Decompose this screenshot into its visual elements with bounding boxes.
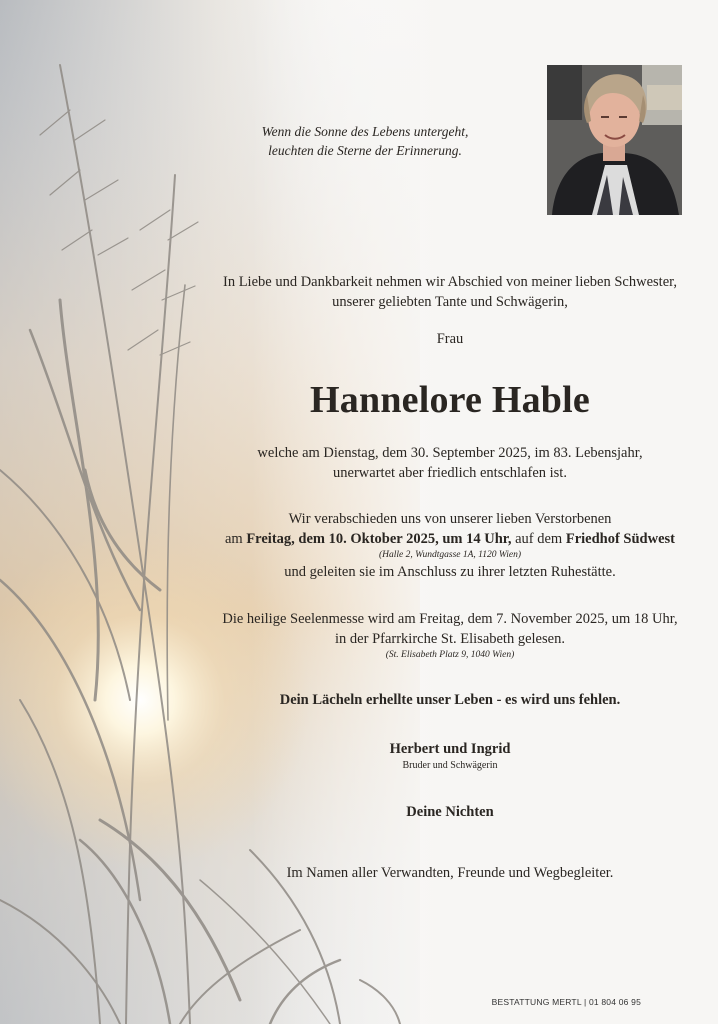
quote: Dein Lächeln erhellte unser Leben - es wird uns fehlen. bbox=[279, 692, 621, 708]
mass-address: (St. Elisabeth Platz 9, 1040 Wien) bbox=[385, 650, 515, 660]
funeral-line-1: Wir verabschieden uns von unserer lieben Verstorbenen bbox=[288, 511, 612, 527]
mourner-relation: Bruder und Schwägerin bbox=[402, 760, 498, 771]
mass-info bbox=[200, 609, 700, 662]
portrait-photo bbox=[547, 65, 682, 215]
death-notice-line-2: unerwartet aber friedlich entschlafen ist. bbox=[333, 465, 567, 481]
funeral-prefix: am bbox=[224, 531, 247, 547]
funeral-address: (Halle 2, Wundtgasse 1A, 1120 Wien) bbox=[378, 550, 522, 560]
funeral-date: Freitag, dem 10. Oktober 2025, um 14 Uhr, bbox=[246, 531, 512, 547]
funeral-line-3: und geleiten sie im Anschluss zu ihrer letzten Ruhestätte. bbox=[284, 564, 616, 580]
deceased-name: Hannelore Hable bbox=[310, 379, 590, 421]
motto-line-1: Wenn die Sonne des Lebens untergeht, bbox=[261, 124, 469, 139]
portrait-image bbox=[547, 65, 682, 215]
funeral-place: Friedhof Südwest bbox=[565, 531, 676, 547]
mourner-2: Deine Nichten bbox=[406, 804, 494, 820]
mass-line-2: in der Pfarrkirche St. Elisabeth gelesen. bbox=[335, 631, 565, 647]
funeral-info bbox=[200, 509, 700, 582]
funeral-line-2 bbox=[200, 529, 700, 549]
motto bbox=[230, 122, 500, 160]
motto-line-2: leuchten die Sterne der Erinnerung. bbox=[268, 143, 462, 158]
intro-line-2: unserer geliebten Tante und Schwägerin, bbox=[332, 294, 568, 310]
intro-line-1: In Liebe und Dankbarkeit nehmen wir Abschied von meiner lieben Schwester, bbox=[222, 274, 678, 290]
closing: Im Namen aller Verwandten, Freunde und Wegbegleiter. bbox=[286, 865, 614, 881]
funeral-middle: auf dem bbox=[511, 531, 566, 547]
mass-line-1: Die heilige Seelenmesse wird am Freitag, dem 7. November 2025, um 18 Uhr, bbox=[222, 611, 678, 627]
salutation: Frau bbox=[436, 331, 464, 347]
mourner-1 bbox=[200, 739, 700, 773]
intro bbox=[200, 272, 700, 312]
death-notice-line-1: welche am Dienstag, dem 30. September 2025, im 83. Lebensjahr, bbox=[257, 445, 643, 461]
death-notice bbox=[200, 443, 700, 483]
funeral-home-footer: BESTATTUNG MERTL | 01 804 06 95 bbox=[491, 997, 641, 1007]
mourner-name: Herbert und Ingrid bbox=[389, 741, 511, 757]
